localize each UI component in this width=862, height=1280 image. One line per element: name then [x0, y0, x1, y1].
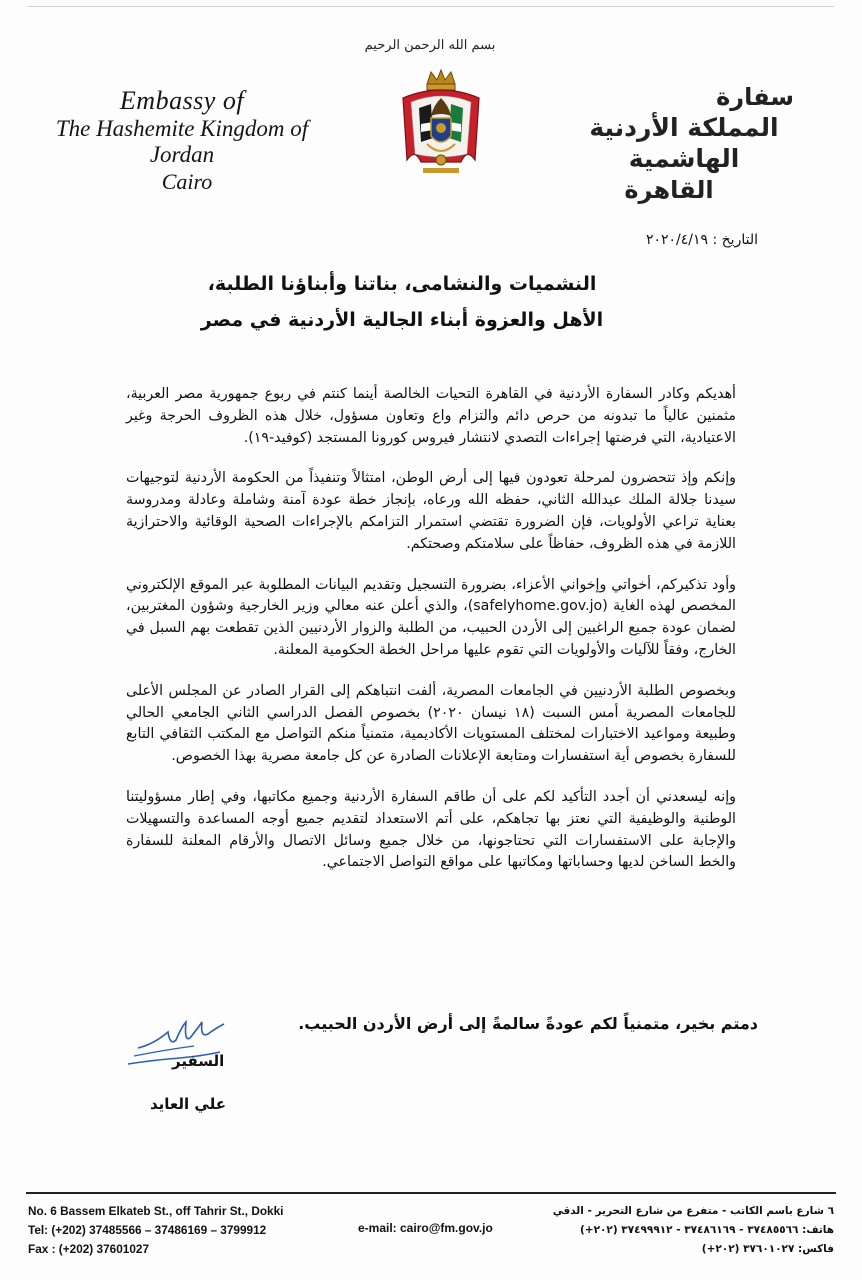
footer-english	[28, 1202, 328, 1259]
paragraph-2: وإنكم وإذ تتحضرون لمرحلة تعودون فيها إلى أرض الوطن، امتثالاً وتنفيذاً من الحكومة الأردنية لتوجيهات سيدنا جلالة الملك عبدالله الثاني، حفظه الله ورعاه، بإنجاز خطة عودة آمنة وشاملة وعادلة ومدروسة بعناية تراعي الأولويات، فإن الضرورة تقتضي استمرار التزامكم بالإجراءات الصحية الوقائية والاحترازية اللازمة في هذه الظروف، حفاظاً على سلامتكم وصحتكم.	[126, 470, 736, 552]
top-rule	[28, 6, 834, 7]
embassy-ar-line-3: القاهرة	[624, 175, 714, 204]
letter-date: التاريخ : ٢٠٢٠/٤/١٩	[645, 232, 758, 248]
paragraph-3: وأود تذكيركم، أخواتي وإخواني الأعزاء، بضرورة التسجيل وتقديم البيانات المطلوبة عبر الموقع الإلكتروني المخصص لهذه الغاية (safelyhome.gov.jo)، والذي أعلن عنه معالي وزير الخارجية وشؤون المغتربين، لضمان عودة جميع الراغبين إلى الأردن الحبيب، من الطلبة والزوار الأردنيين الذين تقطعت بهم السبل في الخارج، وفقاً للآليات والأولويات التي تقوم عليها مراحل الخطة الحكومية المعلنة.	[126, 576, 736, 658]
footer-email: e-mail: cairo@fm.gov.jo	[358, 1221, 493, 1235]
footer-arabic	[544, 1202, 834, 1259]
footer-ar-tel: هاتف: ٣٧٤٨٥٥٦٦ - ٣٧٤٨٦١٦٩ - ٣٧٤٩٩٩١٢ (٢٠٢+)	[579, 1224, 834, 1236]
signatory-name: علي العايد	[150, 1095, 226, 1113]
embassy-line-3: Cairo	[161, 168, 213, 194]
paragraph-4: وبخصوص الطلبة الأردنيين في الجامعات المصرية، ألفت انتباهكم إلى القرار الصادر عن المجلس الأعلى للجامعات المصرية أمس السبت (١٨ نيسان ٢٠٢٠) بخصوص الفصل الدراسي الثاني الجامعي الحالي وطبيعة ومواعيد الاختبارات لمختلف المستويات الأكاديمية، متمنياً منكم التواصل مع المكتب الثقافي التابع للسفارة بخصوص أية استفسارات ومتابعة الإعلانات الصادرة عن كل جامعة مصرية بهذا الخصوص.	[126, 682, 736, 765]
embassy-line-1: Embassy of	[119, 86, 245, 115]
embassy-ar-line-1: سفارة	[716, 83, 794, 111]
embassy-ar-line-2: المملكة الأردنية الهاشمية	[589, 113, 779, 174]
footer-address: No. 6 Bassem Elkateb St., off Tahrir St., Dokki	[28, 1204, 284, 1218]
embassy-name-english	[22, 86, 342, 194]
embassy-name-arabic	[534, 82, 834, 205]
paragraph-1: أهديكم وكادر السفارة الأردنية في القاهرة التحيات الخالصة أينما كنتم في ربوع جمهورية مصر العربية، مثمنين عالياً ما تبدونه من حرص دائم والتزام واع وتعاون مسؤول، خلال هذه الظروف الحرجة وغير الاعتيادية، التي فرضتها إجراءات التصدي لانتشار فيروس كورونا المستجد (كوفيد-١٩).	[126, 386, 736, 446]
basmala: بسم الله الرحمن الرحيم	[364, 38, 496, 53]
salutation	[192, 266, 612, 338]
signatory-title: السفير	[172, 1052, 225, 1070]
footer-divider	[26, 1192, 836, 1194]
salutation-line-2: الأهل والعزوة أبناء الجالية الأردنية في مصر	[200, 309, 604, 331]
coat-of-arms-icon	[397, 68, 485, 180]
footer-tel: Tel: (+202) 37485566 – 37486169 – 3799912	[28, 1223, 267, 1237]
paragraph-5: وإنه ليسعدني أن أجدد التأكيد لكم على أن طاقم السفارة الأردنية وجميع مكاتبها، وفي إطار مسؤوليتنا الوطنية والوظيفية التي نعتز بها تجاهكم، على أتم الاستعداد لتقديم جميع أوجه المساعدة والتسهيلات والإجابة على الاستفسارات التي تحتاجونها، من خلال جميع وسائل الاتصال والأرقام المعلنة للسفارة والخط الساخن لديها وحساباتها ومكاتبها على مواقع التواصل الاجتماعي.	[126, 788, 736, 871]
footer-ar-address: ٦ شارع باسم الكاتب - متفرع من شارع التحرير - الدقي	[552, 1205, 834, 1217]
embassy-line-2: The Hashemite Kingdom of Jordan	[55, 115, 309, 168]
closing-line: دمتم بخير، متمنياً لكم عودةً سالمةً إلى أرض الأردن الحبيب.	[298, 1014, 758, 1033]
letter-body	[126, 384, 736, 874]
salutation-line-1: النشميات والنشامى، بناتنا وأبناؤنا الطلبة،	[207, 273, 597, 295]
footer-fax: Fax : (+202) 37601027	[28, 1242, 150, 1256]
footer-ar-fax: فاكس: ٣٧٦٠١٠٢٧ (٢٠٢+)	[701, 1243, 834, 1255]
